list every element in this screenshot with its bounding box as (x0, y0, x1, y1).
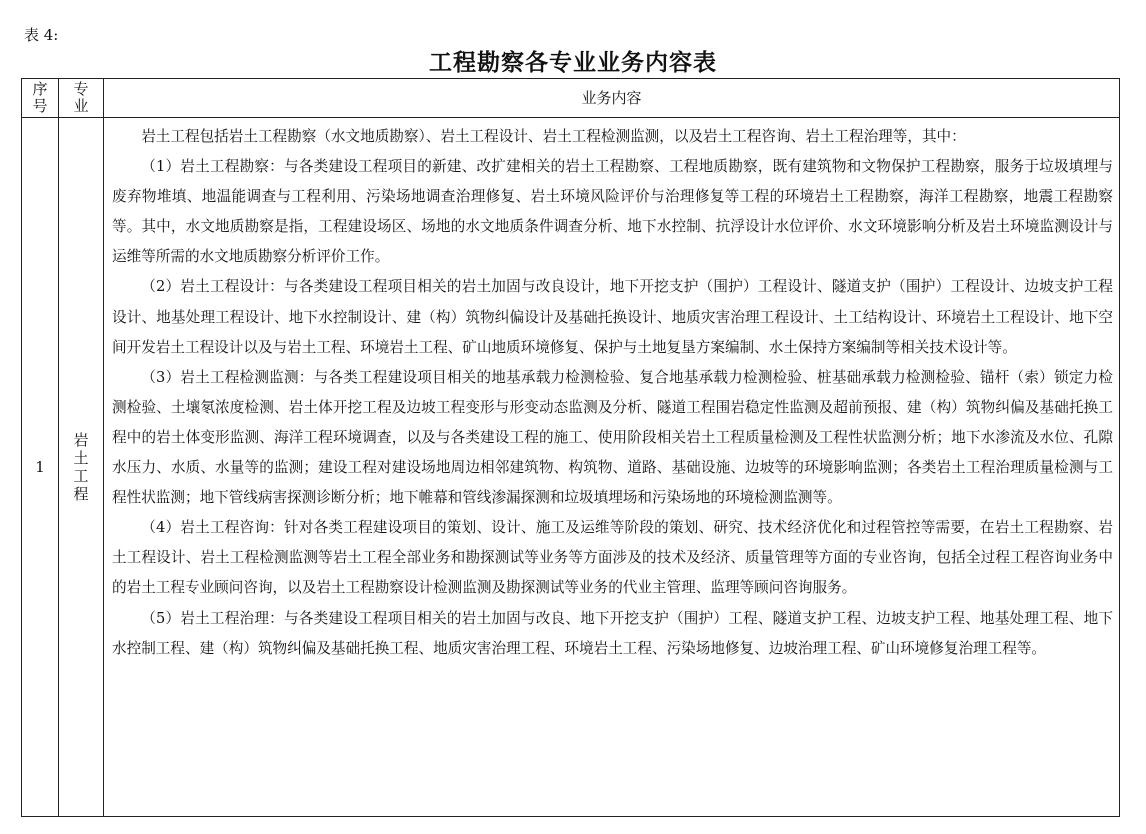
content-paragraph-treatment: （5）岩土工程治理：与各类建设工程项目相关的岩土加固与改良、地下开挖支护（围护）工程、隧道支护工程、边坡支护工程、地基处理工程、地下水控制工程、建（构）筑物纠偏及基础托换工程、地质灾害治理工程、环境岩土工程、污染场地修复、边坡治理工程、矿山环境修复治理工程等。 (112, 609, 1113, 657)
header-serial-number (22, 79, 59, 118)
table-header-row (22, 79, 1120, 118)
row-serial-number: 1 (22, 118, 59, 817)
header-serial-number-label: 序号 (32, 80, 48, 115)
header-business-content-label: 业务内容 (581, 89, 642, 107)
business-content-table (21, 78, 1120, 817)
content-paragraph-consulting: （4）岩土工程咨询：针对各类工程建设项目的策划、设计、施工及运维等阶段的策划、研究、技术经济优化和过程管控等需要，在岩土工程勘察、岩土工程设计、岩土工程检测监测等岩土工程全部业务和勘探测试等业务等方面涉及的技术及经济、质量管理等方面的专业咨询，包括全过程工程咨询业务中的岩土工程专业顾问咨询，以及岩土工程勘察设计检测监测及勘探测试等业务的代业主管理、监理等顾问咨询服务。 (112, 519, 1113, 597)
content-paragraph-monitoring: （3）岩土工程检测监测：与各类工程建设项目相关的地基承载力检测检验、复合地基承载力检测检验、桩基础承载力检测检验、锚杆（索）锁定力检测检验、土壤氡浓度检测、岩土体开挖工程及边坡工程变形与形变动态监测及分析、隧道工程围岩稳定性监测及超前预报、建（构）筑物纠偏及基础托换工程中的岩土体变形监测、海洋工程环境调查，以及与各类建设工程的施工、使用阶段相关岩土工程质量检测及工程性状监测分析；地下水渗流及水位、孔隙水压力、水质、水量等的监测；建设工程对建设场地周边相邻建筑物、构筑物、道路、基础设施、边坡等的环境影响监测；各类岩土工程治理质量检测与工程性状监测；地下管线病害探测诊断分析；地下帷幕和管线渗漏探测和垃圾填埋场和污染场地的环境检测监测等。 (112, 368, 1113, 507)
row-major (59, 118, 104, 817)
page-title: 工程勘察各专业业务内容表 (429, 50, 717, 76)
table-row (22, 118, 1120, 817)
content-paragraph-survey: （1）岩土工程勘察：与各类建设工程项目的新建、改扩建相关的岩土工程勘察、工程地质勘察，既有建筑物和文物保护工程勘察，服务于垃圾填埋与废弃物堆填、地温能调查与工程利用、污染场地调查治理修复、岩土环境风险评价与治理修复等工程的环境岩土工程勘察，海洋工程勘察，地震工程勘察等。其中，水文地质勘察是指，工程建设场区、场地的水文地质条件调查分析、地下水控制、抗浮设计水位评价、水文环境影响分析及岩土环境监测设计与运维等所需的水文地质勘察分析评价工作。 (112, 158, 1113, 266)
content-paragraph-design: （2）岩土工程设计：与各类建设工程项目相关的岩土加固与改良设计，地下开挖支护（围护）工程设计、隧道支护（围护）工程设计、边坡支护工程设计、地基处理工程设计、地下水控制设计、建（构）筑物纠偏设计及基础托换设计、地质灾害治理工程设计、土工结构设计、环境岩土工程设计、地下空间开发岩土工程设计以及与岩土工程、环境岩土工程、矿山地质环境修复、保护与土地复垦方案编制、水土保持方案编制等相关技术设计等。 (112, 278, 1113, 356)
header-major (59, 79, 104, 118)
header-major-label: 专业 (73, 80, 89, 115)
row-major-label: 岩土工程 (73, 431, 89, 503)
content-intro-paragraph: 岩土工程包括岩土工程勘察（水文地质勘察）、岩土工程设计、岩土工程检测监测，以及岩土工程咨询、岩土工程治理等，其中： (141, 128, 966, 145)
header-business-content (104, 79, 1120, 118)
table-label: 表 4: (24, 26, 59, 44)
row-business-content (104, 118, 1120, 817)
